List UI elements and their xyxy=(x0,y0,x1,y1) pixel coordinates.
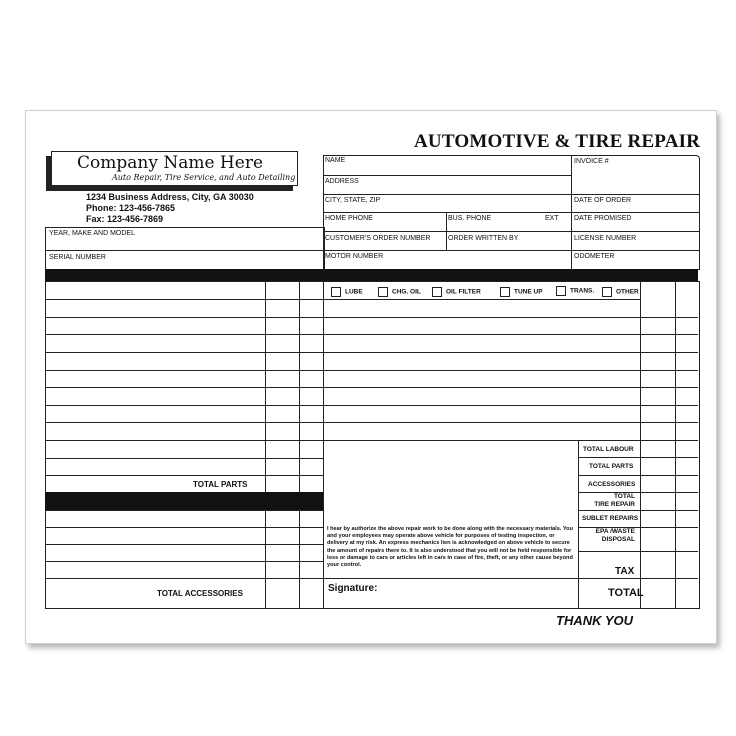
total-label: TOTAL xyxy=(608,587,644,599)
company-tagline: Auto Repair, Tire Service, and Auto Detailing xyxy=(112,173,296,182)
total-labour-label: TOTAL LABOUR xyxy=(583,446,634,453)
total-parts-label: TOTAL PARTS xyxy=(589,463,634,470)
date-promised-label: DATE PROMISED xyxy=(574,215,632,222)
service-tune-up[interactable]: TUNE UP xyxy=(500,287,543,297)
name-label: NAME xyxy=(325,157,346,164)
serial-number-label: SERIAL NUMBER xyxy=(49,254,106,261)
sublet-repairs-label: SUBLET REPAIRS xyxy=(582,515,639,522)
signature-label: Signature: xyxy=(328,583,378,594)
trans-checkbox[interactable] xyxy=(556,286,566,296)
total-tire-repair-label: TOTAL TIRE REPAIR xyxy=(594,493,635,508)
company-name: Company Name Here xyxy=(77,153,264,173)
tune-up-checkbox[interactable] xyxy=(500,287,510,297)
accessories-label: ACCESSORIES xyxy=(588,481,636,488)
motor-number-label: MOTOR NUMBER xyxy=(325,253,384,260)
address-label: ADDRESS xyxy=(325,178,359,185)
total-accessories-left-label: TOTAL ACCESSORIES xyxy=(157,589,243,598)
invoice-form xyxy=(25,110,717,644)
city-state-zip-label: CITY, STATE, ZIP xyxy=(325,197,381,204)
service-chg-oil[interactable]: CHG. OIL xyxy=(378,287,421,297)
total-parts-left-label: TOTAL PARTS xyxy=(193,480,248,489)
odometer-label: ODOMETER xyxy=(574,253,615,260)
form-title: AUTOMOTIVE & TIRE REPAIR xyxy=(414,131,701,152)
oil-filter-checkbox[interactable] xyxy=(432,287,442,297)
phone-line: Phone: 123-456-7865 xyxy=(86,203,176,213)
address-line: 1234 Business Address, City, GA 30030 xyxy=(86,192,254,202)
service-other[interactable]: OTHER xyxy=(602,287,639,297)
service-trans[interactable]: TRANS. xyxy=(556,286,594,296)
order-written-by-label: ORDER WRITTEN BY xyxy=(448,235,519,242)
company-address xyxy=(86,192,254,225)
year-make-model-label: YEAR, MAKE AND MODEL xyxy=(49,230,135,237)
epa-waste-disposal-label: EPA /WASTE DISPOSAL xyxy=(595,528,635,543)
other-checkbox[interactable] xyxy=(602,287,612,297)
ext-label: EXT xyxy=(545,215,559,222)
license-number-label: LICENSE NUMBER xyxy=(574,235,637,242)
service-lube[interactable]: LUBE xyxy=(331,287,363,297)
bus-phone-label: BUS. PHONE xyxy=(448,215,492,222)
customer-order-number-label: CUSTOMER'S ORDER NUMBER xyxy=(325,235,431,242)
home-phone-label: HOME PHONE xyxy=(325,215,373,222)
service-oil-filter[interactable]: OIL FILTER xyxy=(432,287,481,297)
invoice-label: INVOICE # xyxy=(574,158,609,165)
tax-label: TAX xyxy=(615,566,635,577)
date-of-order-label: DATE OF ORDER xyxy=(574,197,632,204)
lube-checkbox[interactable] xyxy=(331,287,341,297)
authorization-text: I hear by authorize the above repair work to be done along with the necessary materials. You and your employees may operate above vehicle for purposes of testing inspection, or delivery at my risk. An express mechanics lien is acknowledged on above vehicle to secure the amount of repairs there to. It is also understood that you will not be held responsible for loss or damage to cars or articles left in cars in case of fire, theft, or any other cause beyond your control. xyxy=(327,526,573,569)
chg-oil-checkbox[interactable] xyxy=(378,287,388,297)
thank-you-text: THANK YOU xyxy=(556,613,634,628)
company-logo xyxy=(51,151,298,186)
table-header-band xyxy=(45,269,698,281)
accessories-header-band xyxy=(45,492,323,510)
fax-line: Fax: 123-456-7869 xyxy=(86,214,164,224)
